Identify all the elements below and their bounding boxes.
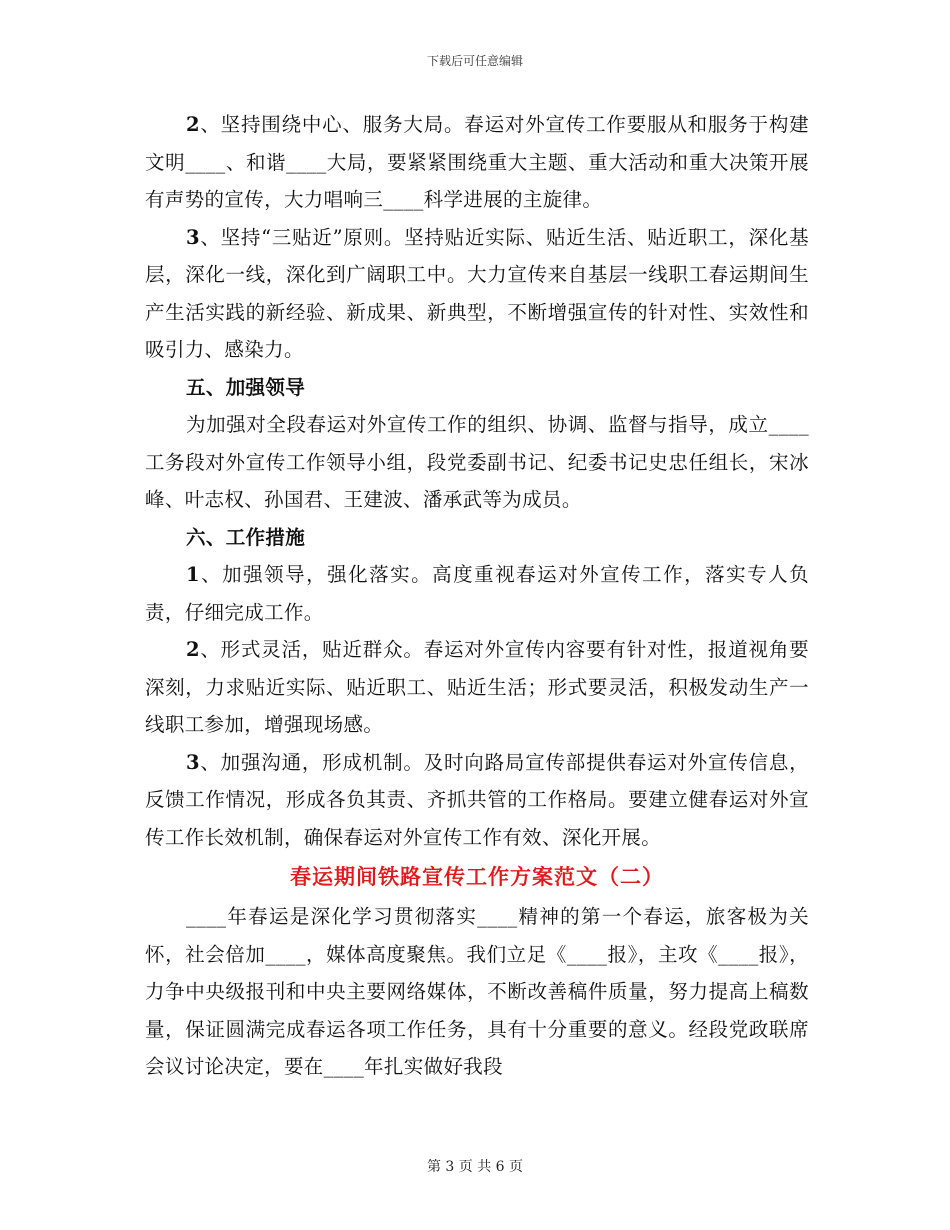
paragraph-text: 、形式灵活，贴近群众。春运对外宣传内容要有针对性，报道视角要深刻，力求贴近实际、贴近职工、贴近生活；形式要灵活，积极发动生产一线职工参加，增强现场感。 [145, 638, 809, 736]
paragraph-number: 2 [186, 113, 200, 136]
paragraph-measure-3 [145, 744, 809, 857]
paragraph-leadership-group: 为加强对全段春运对外宣传工作的组织、协调、监督与指导，成立____工务段对外宣传工作领导小组，段党委副书记、纪委书记史忠任组长，宋冰峰、叶志权、孙国君、王建波、潘承武等为成员。 [145, 413, 809, 511]
document-body [145, 106, 809, 1086]
document-title: 春运期间铁路宣传工作方案范文（二） [290, 864, 664, 889]
paragraph-text: 、加强沟通，形成机制。及时向路局宣传部提供春运对外宣传信息，反馈工作情况，形成各负其责、齐抓共管的工作格局。要建立健春运对外宣传工作长效机制，确保春运对外宣传工作有效、深化开展。 [145, 750, 809, 849]
section-heading-measures: 六、工作措施 [186, 525, 306, 549]
page-header: 下载后可任意编辑 [426, 54, 523, 68]
paragraph-measure-2 [145, 631, 809, 744]
paragraph-text: 、加强领导，强化落实。高度重视春运对外宣传工作，落实专人负责，仔细完成工作。 [145, 563, 809, 624]
section-heading-leadership: 五、加强领导 [186, 375, 306, 399]
page-footer: 第 3 页 共 6 页 [426, 1159, 524, 1175]
paragraph-number: 1 [186, 563, 200, 586]
paragraph-number: 3 [186, 225, 200, 249]
paragraph-intro: ____年春运是深化学习贯彻落实____精神的第一个春运，旅客极为关怀，社会倍加____，媒体高度聚焦。我们立足《____报》，主攻《____报》，力争中央级报刊和中央主要网络媒体，不断改善稿件质量，努力提高上稿数量，保证圆满完成春运各项工作任务，具有十分重要的意义。经段党政联席会议讨论决定，要在____年扎实做好我段 [145, 905, 810, 1078]
paragraph-number: 3 [186, 750, 200, 774]
paragraph-point-2 [145, 106, 809, 219]
paragraph-number: 2 [186, 638, 200, 661]
paragraph-text: 、坚持围绕中心、服务大局。春运对外宣传工作要服从和服务于构建文明____、和谐____大局，要紧紧围绕重大主题、重大活动和重大决策开展有声势的宣传，大力唱响三____科学进展的主旋律。 [145, 113, 809, 211]
paragraph-text: 、坚持“三贴近”原则。坚持贴近实际、贴近生活、贴近职工，深化基层，深化一线，深化到广阔职工中。大力宣传来自基层一线职工春运期间生产生活实践的新经验、新成果、新典型，不断增强宣传的针对性、实效性和吸引力、感染力。 [145, 225, 809, 361]
paragraph-point-3 [145, 219, 809, 369]
paragraph-measure-1 [145, 556, 809, 631]
